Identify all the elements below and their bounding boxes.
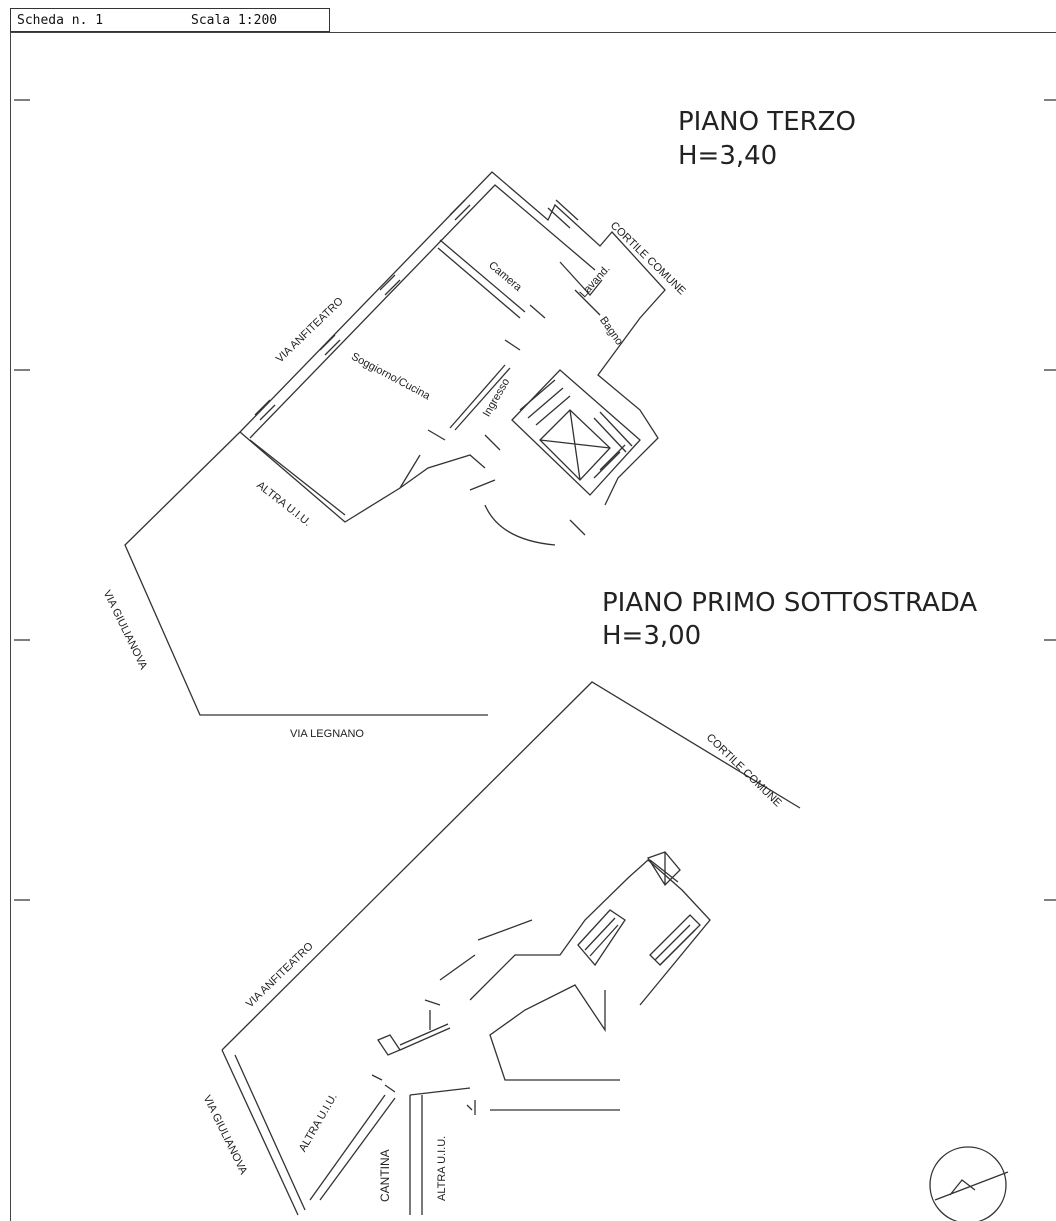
room-label-bagno: Bagno	[597, 314, 626, 348]
lower-floor-height: H=3,00	[602, 621, 702, 651]
upper-floor-height: H=3,40	[678, 141, 778, 171]
street-label-via-anfiteatro-upper: VIA ANFITEATRO	[273, 295, 346, 366]
label-altra-uiu-lower-left: ALTRA U.I.U.	[296, 1091, 340, 1154]
room-label-soggiorno: Soggiorno/Cucina	[349, 350, 433, 403]
lower-floor-title: PIANO PRIMO SOTTOSTRADA	[602, 588, 978, 618]
room-label-cantina: CANTINA	[378, 1149, 392, 1202]
street-label-cortile-comune-upper: CORTILE COMUNE	[607, 219, 688, 298]
label-altra-uiu-upper: ALTRA U.I.U.	[254, 479, 314, 529]
scale-label: Scala 1:200	[191, 13, 278, 28]
upper-floor-title: PIANO TERZO	[678, 107, 856, 137]
upper-lot-outline	[125, 432, 488, 715]
street-label-via-anfiteatro-lower: VIA ANFITEATRO	[243, 940, 316, 1011]
street-label-cortile-comune-lower: CORTILE COMUNE	[703, 731, 784, 810]
street-label-via-legnano: VIA LEGNANO	[290, 728, 364, 740]
label-altra-uiu-lower-right: ALTRA U.I.U.	[436, 1135, 448, 1201]
room-label-camera: Camera	[486, 259, 524, 294]
room-label-ingresso: Ingresso	[480, 376, 513, 419]
street-label-via-giulianova-lower: VIA GIULIANOVA	[200, 1093, 250, 1177]
sheet-number: Scheda n. 1	[17, 13, 104, 28]
room-label-lavand: Lavand.	[577, 262, 613, 301]
street-label-via-giulianova-upper: VIA GIULIANOVA	[100, 588, 150, 672]
